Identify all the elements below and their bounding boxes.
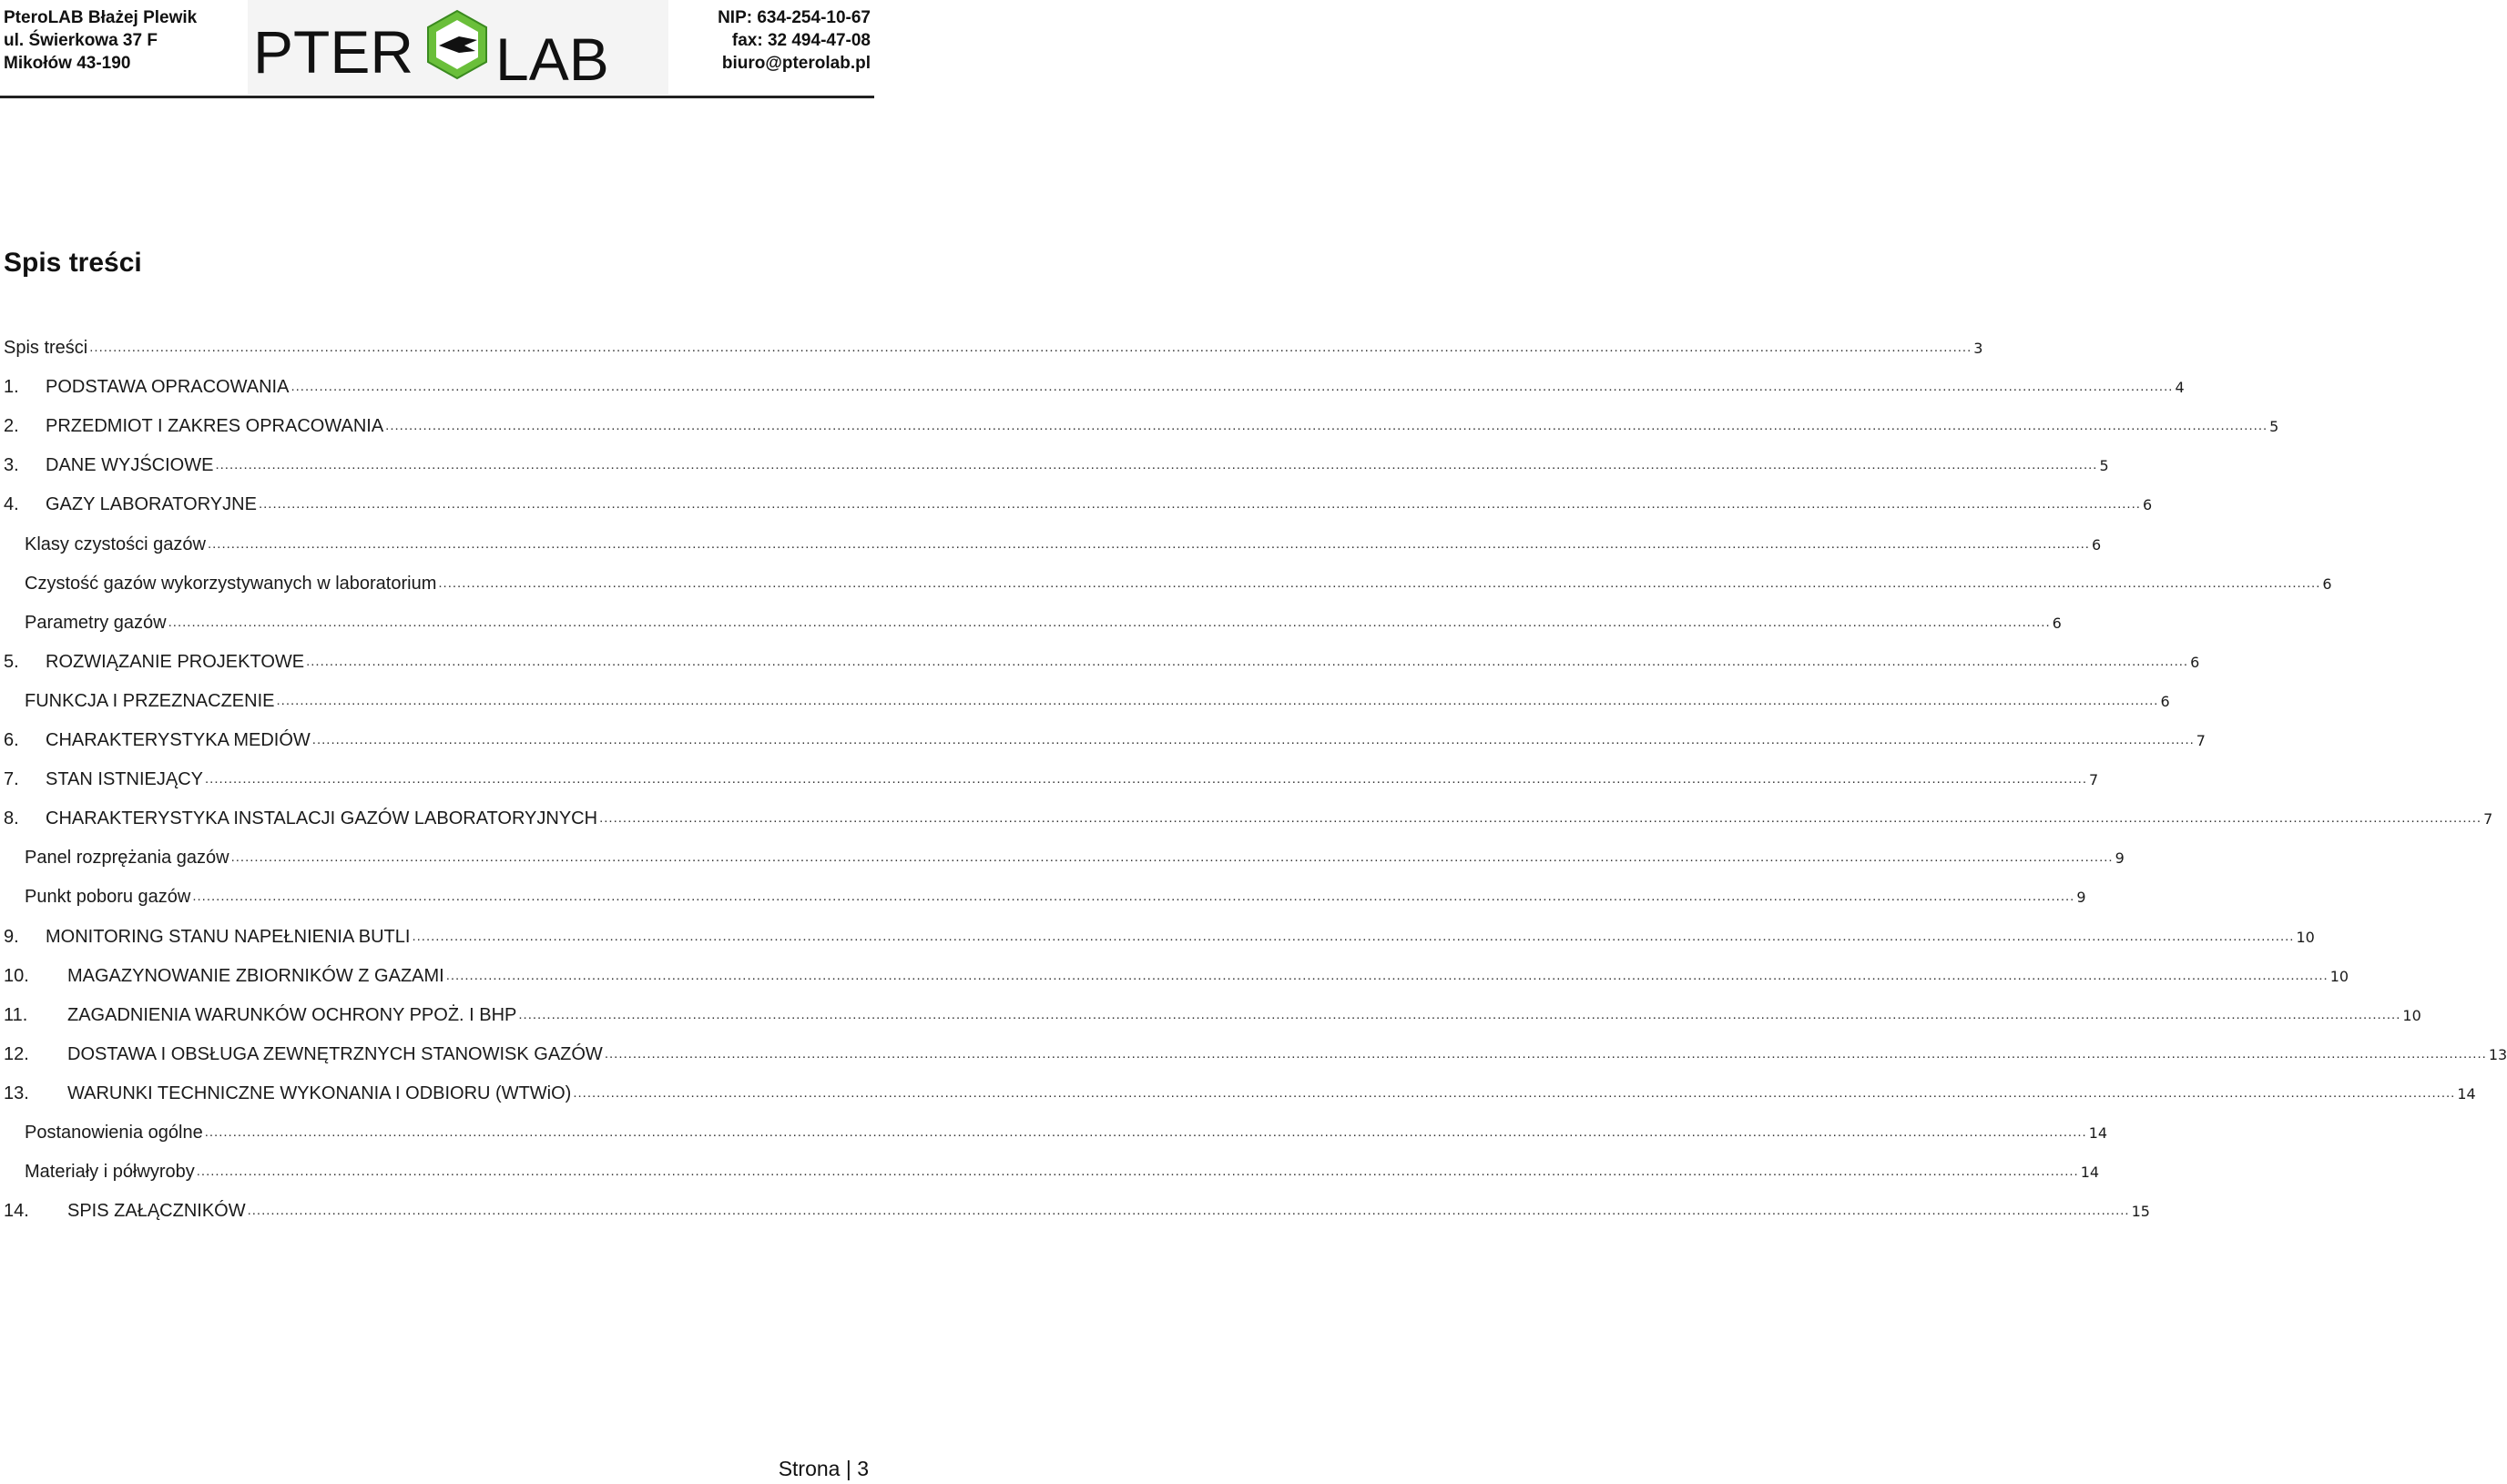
- toc-entry-page: 9: [2076, 889, 2086, 907]
- toc-entry-page: 14: [2457, 1084, 2476, 1103]
- toc-entry-page: 10: [2296, 928, 2315, 946]
- company-street: ul. Świerkowa 37 F: [4, 31, 158, 50]
- toc-entry-title: CHARAKTERYSTYKA INSTALACJI GAZÓW LABORATORYJNYCH: [46, 808, 598, 829]
- company-contact: [718, 6, 871, 75]
- toc-entry-page: 6: [2322, 574, 2332, 593]
- toc-entry-title: STAN ISTNIEJĄCY: [46, 769, 203, 790]
- toc-entry-page: 14: [2080, 1164, 2100, 1182]
- toc-entry-title: MONITORING STANU NAPEŁNIENIA BUTLI: [46, 926, 411, 947]
- toc-entry-title: FUNKCJA I PRZEZNACZENIE: [25, 690, 275, 711]
- toc-entry-title: GAZY LABORATORYJNE: [46, 494, 257, 515]
- company-email[interactable]: biuro@pterolab.pl: [721, 54, 871, 73]
- toc-entry-title: DOSTAWA I OBSŁUGA ZEWNĘTRZNYCH STANOWISK GAZÓW: [67, 1043, 603, 1064]
- toc-entry-number: 8.: [4, 808, 19, 829]
- toc-entry-page: 10: [2329, 967, 2349, 985]
- toc-entry-page: 9: [2115, 849, 2125, 868]
- dot-leader: ................................................................................................................................................................................................................................................................................................................................................................................................................: [89, 340, 1972, 355]
- toc-entry-page: 15: [2131, 1203, 2150, 1221]
- toc-entry[interactable]: [4, 724, 2206, 751]
- toc-entry[interactable]: [4, 920, 2315, 948]
- toc-entry[interactable]: [25, 685, 2170, 712]
- dot-leader: ................................................................................................................................................................................................................................................................................................................................................................................................................: [204, 1124, 2087, 1140]
- toc-entry-page: 5: [2269, 418, 2279, 436]
- toc-entry-title: Postanowienia ogólne: [25, 1123, 203, 1143]
- toc-entry[interactable]: [4, 960, 2349, 987]
- toc-entry-title: SPIS ZAŁĄCZNIKÓW: [67, 1201, 246, 1222]
- toc-entry-number: 1.: [4, 377, 19, 398]
- toc-entry-title: Panel rozprężania gazów: [25, 848, 229, 869]
- dot-leader: ................................................................................................................................................................................................................................................................................................................................................................................................................: [258, 496, 2141, 513]
- toc-entry-title: Spis treści: [4, 338, 88, 358]
- toc-entry[interactable]: [25, 880, 2086, 908]
- toc-entry-page: 6: [2052, 614, 2062, 632]
- toc-entry-number: 2.: [4, 416, 19, 437]
- toc-entry[interactable]: [4, 331, 1983, 359]
- dot-leader: ................................................................................................................................................................................................................................................................................................................................................................................................................: [412, 928, 2295, 944]
- toc-entry-title: ROZWIĄZANIE PROJEKTOWE: [46, 651, 305, 672]
- dot-leader: ................................................................................................................................................................................................................................................................................................................................................................................................................: [438, 574, 2321, 591]
- toc-entry[interactable]: [4, 449, 2109, 476]
- toc-entry-title: DANE WYJŚCIOWE: [46, 455, 214, 476]
- dot-leader: ................................................................................................................................................................................................................................................................................................................................................................................................................: [604, 1045, 2487, 1062]
- toc-entry-title: WARUNKI TECHNICZNE WYKONANIA I ODBIORU (WTWiO): [67, 1083, 572, 1103]
- company-address: [4, 6, 197, 75]
- toc-entry-title: ZAGADNIENIA WARUNKÓW OCHRONY PPOŻ. I BHP: [67, 1004, 517, 1025]
- toc-entry-number: 7.: [4, 769, 19, 790]
- dot-leader: ................................................................................................................................................................................................................................................................................................................................................................................................................: [599, 810, 2482, 827]
- company-fax: fax: 32 494-47-08: [731, 31, 871, 50]
- toc-entry[interactable]: [25, 528, 2102, 555]
- toc-entry[interactable]: [4, 1077, 2476, 1104]
- toc-entry-page: 6: [2160, 692, 2170, 710]
- company-name: PteroLAB Błażej Plewik: [4, 8, 198, 27]
- toc-entry[interactable]: [4, 645, 2200, 673]
- toc-entry[interactable]: [4, 999, 2421, 1026]
- dot-leader: ................................................................................................................................................................................................................................................................................................................................................................................................................: [205, 771, 2087, 788]
- toc-entry-number: 4.: [4, 494, 19, 515]
- dot-leader: ................................................................................................................................................................................................................................................................................................................................................................................................................: [311, 732, 2195, 747]
- toc-entry-title: Czystość gazów wykorzystywanych w laboratorium: [25, 573, 437, 594]
- dot-leader: ................................................................................................................................................................................................................................................................................................................................................................................................................: [196, 1164, 2079, 1180]
- toc-entry-title: CHARAKTERYSTYKA MEDIÓW: [46, 730, 311, 750]
- pterolab-logo: [248, 0, 668, 95]
- toc-entry[interactable]: [4, 488, 2153, 515]
- toc-entry[interactable]: [4, 802, 2493, 829]
- toc-entry-page: 14: [2088, 1124, 2108, 1142]
- toc-entry-title: PRZEDMIOT I ZAKRES OPRACOWANIA: [46, 416, 384, 437]
- dot-leader: ................................................................................................................................................................................................................................................................................................................................................................................................................: [290, 379, 2174, 395]
- toc-entry-title: Punkt poboru gazów: [25, 887, 191, 908]
- toc-entry[interactable]: [4, 371, 2185, 398]
- page-title: Spis treści: [4, 248, 142, 278]
- logo-text-left: PTER: [253, 18, 414, 86]
- toc-entry-page: 7: [2089, 771, 2099, 789]
- toc-entry-title: Klasy czystości gazów: [25, 534, 206, 554]
- page-header: [0, 0, 874, 98]
- toc-entry-number: 13.: [4, 1083, 29, 1103]
- toc-entry[interactable]: [25, 1116, 2108, 1143]
- logo-text-right: LAB: [495, 25, 609, 93]
- company-nip: NIP: 634-254-10-67: [718, 8, 871, 27]
- toc-entry-page: 4: [2175, 379, 2185, 397]
- dot-leader: ................................................................................................................................................................................................................................................................................................................................................................................................................: [518, 1006, 2401, 1022]
- toc-entry-title: Materiały i półwyroby: [25, 1162, 195, 1183]
- toc-entry-number: 10.: [4, 965, 29, 986]
- toc-entry[interactable]: [25, 567, 2332, 595]
- toc-entry[interactable]: [25, 841, 2125, 869]
- toc-entry-page: 5: [2099, 457, 2109, 475]
- toc-entry-page: 6: [2142, 496, 2153, 514]
- dot-leader: ................................................................................................................................................................................................................................................................................................................................................................................................................: [207, 535, 2090, 552]
- toc-entry-page: 6: [2190, 653, 2200, 671]
- toc-entry-title: PODSTAWA OPRACOWANIA: [46, 377, 290, 398]
- toc-entry-title: Parametry gazów: [25, 612, 167, 633]
- toc-entry-title: MAGAZYNOWANIE ZBIORNIKÓW Z GAZAMI: [67, 965, 444, 986]
- toc-entry-number: 5.: [4, 651, 19, 672]
- toc-entry[interactable]: [4, 1038, 2507, 1065]
- dot-leader: ................................................................................................................................................................................................................................................................................................................................................................................................................: [385, 418, 2268, 434]
- toc-entry[interactable]: [4, 1194, 2150, 1222]
- dot-leader: ................................................................................................................................................................................................................................................................................................................................................................................................................: [276, 692, 2159, 708]
- toc-entry-number: 12.: [4, 1043, 29, 1064]
- toc-entry-page: 13: [2488, 1045, 2507, 1063]
- toc-entry-number: 6.: [4, 730, 19, 750]
- toc-entry-number: 9.: [4, 926, 19, 947]
- company-city: Mikołów 43-190: [4, 54, 131, 73]
- toc-entry[interactable]: [25, 606, 2062, 634]
- toc-entry-page: 6: [2091, 535, 2102, 554]
- dot-leader: ................................................................................................................................................................................................................................................................................................................................................................................................................: [573, 1084, 2456, 1101]
- toc-entry-page: 7: [2196, 732, 2206, 749]
- dot-leader: ................................................................................................................................................................................................................................................................................................................................................................................................................: [168, 614, 2051, 630]
- toc-entry-page: 7: [2483, 810, 2493, 828]
- toc-entry[interactable]: [4, 410, 2279, 437]
- page-footer: Strona | 3: [778, 1457, 869, 1480]
- dot-leader: ................................................................................................................................................................................................................................................................................................................................................................................................................: [215, 457, 2098, 473]
- dot-leader: ................................................................................................................................................................................................................................................................................................................................................................................................................: [445, 967, 2329, 983]
- dot-leader: ................................................................................................................................................................................................................................................................................................................................................................................................................: [247, 1203, 2130, 1219]
- toc-entry-page: 10: [2402, 1006, 2421, 1024]
- header-divider: [0, 96, 874, 98]
- toc-entry-number: 14.: [4, 1201, 29, 1222]
- toc-entry-number: 11.: [4, 1004, 28, 1025]
- dot-leader: ................................................................................................................................................................................................................................................................................................................................................................................................................: [230, 849, 2114, 866]
- toc-entry-number: 3.: [4, 455, 19, 476]
- dot-leader: ................................................................................................................................................................................................................................................................................................................................................................................................................: [192, 889, 2075, 905]
- toc-entry[interactable]: [4, 763, 2099, 790]
- toc-entry[interactable]: [25, 1155, 2100, 1183]
- dot-leader: ................................................................................................................................................................................................................................................................................................................................................................................................................: [306, 653, 2189, 669]
- toc-entry-page: 3: [1973, 340, 1983, 357]
